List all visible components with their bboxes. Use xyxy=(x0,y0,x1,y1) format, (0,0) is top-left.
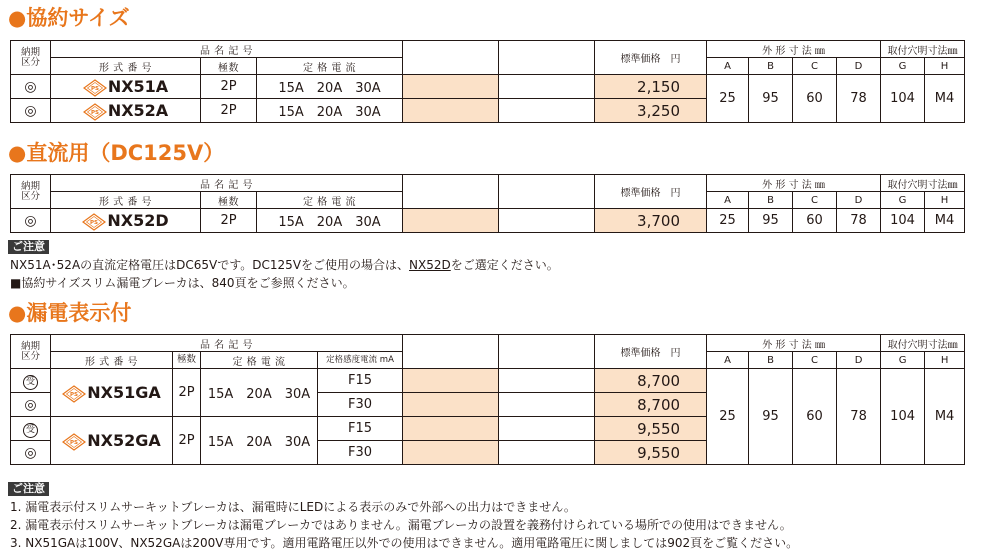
dim-b-value: 95 xyxy=(749,369,793,465)
price: 8,700 xyxy=(595,393,707,417)
ps-e-diamond-icon xyxy=(62,388,86,400)
note-line: ■協約サイズスリム漏電ブレーカは、840頁をご参照ください。 xyxy=(10,276,355,290)
poles: 2P xyxy=(201,75,257,99)
dim-g-value: 104 xyxy=(881,209,925,233)
header-dim-d: D xyxy=(837,58,881,75)
blank-cell xyxy=(499,369,595,393)
blank-col-1 xyxy=(403,335,499,369)
header-dim-a: A xyxy=(707,352,749,369)
table-row xyxy=(11,369,965,393)
price: 3,700 xyxy=(595,209,707,233)
header-dim-c: C xyxy=(793,192,837,209)
ps-e-diamond-icon xyxy=(83,82,107,94)
blank-cell xyxy=(403,441,499,465)
table-row xyxy=(11,209,965,233)
header-dim-h: H xyxy=(925,192,965,209)
section-title-kyoyaku: ●協約サイズ xyxy=(8,6,130,30)
blank-col-2 xyxy=(499,175,595,209)
currents: 15A 20A 30A xyxy=(257,99,403,123)
header-gaikei: 外 形 寸 法 ㎜ xyxy=(707,335,881,352)
dim-d-value: 78 xyxy=(837,75,881,123)
delivery-mark: ◎ xyxy=(11,209,51,233)
dim-b-value: 95 xyxy=(749,209,793,233)
note-line: 1. 漏電表示付スリムサーキットブレーカは、漏電時にLEDによる表示のみで外部への出力はできません。 xyxy=(10,500,576,514)
poles: 2P xyxy=(173,417,201,465)
sensitivity: F15 xyxy=(318,417,403,441)
table-kyoyaku xyxy=(10,40,965,123)
header-dim-d: D xyxy=(837,352,881,369)
note-tag: ご注意 xyxy=(8,482,49,496)
note-tag: ご注意 xyxy=(8,240,49,254)
header-dim-b: B xyxy=(749,192,793,209)
blank-cell xyxy=(403,209,499,233)
header-toritsuke: 取付穴明寸法㎜ xyxy=(881,41,965,58)
table-dc xyxy=(10,174,965,233)
header-dim-g: G xyxy=(881,352,925,369)
note-line: 3. NX51GAは100V、NX52GAは200V専用です。適用電路電圧以外での使用はできません。適用電路電圧に関しましては902頁をご覧ください。 xyxy=(10,536,799,550)
header-kyokusu: 極数 xyxy=(201,192,257,209)
table-leak xyxy=(10,334,965,465)
delivery-mark: 受 xyxy=(11,369,51,393)
header-kyokusu: 極数 xyxy=(201,58,257,75)
dim-h-value: M4 xyxy=(925,209,965,233)
header-toritsuke: 取付穴明寸法㎜ xyxy=(881,175,965,192)
dim-a-value: 25 xyxy=(707,369,749,465)
dim-h-value: M4 xyxy=(925,75,965,123)
header-hinmei-kigo: 品 名 記 号 xyxy=(51,335,403,352)
section-title-dc: ●直流用（DC125V） xyxy=(8,141,225,165)
delivery-mark: 受 xyxy=(11,417,51,441)
blank-col-1 xyxy=(403,175,499,209)
dim-d-value: 78 xyxy=(837,369,881,465)
blank-cell xyxy=(403,393,499,417)
header-keishiki: 形 式 番 号 xyxy=(51,58,201,75)
price: 9,550 xyxy=(595,441,707,465)
header-dim-h: H xyxy=(925,58,965,75)
header-dim-b: B xyxy=(749,352,793,369)
header-keishiki: 形 式 番 号 xyxy=(51,352,173,369)
ps-e-diamond-icon xyxy=(82,216,106,228)
blank-cell xyxy=(403,99,499,123)
delivery-mark: ◎ xyxy=(11,75,51,99)
header-gaikei: 外 形 寸 法 ㎜ xyxy=(707,175,881,192)
header-price: 標準価格 円 xyxy=(595,41,707,75)
dim-g-value: 104 xyxy=(881,369,925,465)
dim-a-value: 25 xyxy=(707,75,749,123)
poles: 2P xyxy=(173,369,201,417)
product-name: PS NX52D xyxy=(51,209,201,233)
header-price: 標準価格 円 xyxy=(595,335,707,369)
note-line: 2. 漏電表示付スリムサーキットブレーカは漏電ブレーカではありません。漏電ブレーカの設置を義務付けられている場所での使用はできません。 xyxy=(10,518,792,532)
header-toritsuke: 取付穴明寸法㎜ xyxy=(881,335,965,352)
svg-text:PS: PS xyxy=(90,219,99,226)
svg-text:PS: PS xyxy=(90,85,99,92)
delivery-mark: ◎ xyxy=(11,393,51,417)
ps-e-diamond-icon xyxy=(83,106,107,118)
header-dim-c: C xyxy=(793,58,837,75)
currents: 15A 20A 30A xyxy=(257,209,403,233)
header-kyokusu: 極数 xyxy=(173,352,201,369)
svg-text:PS: PS xyxy=(70,391,79,398)
dim-a-value: 25 xyxy=(707,209,749,233)
delivery-mark: ◎ xyxy=(11,99,51,123)
blank-cell xyxy=(499,75,595,99)
product-name: PS NX52A xyxy=(51,99,201,123)
header-nouki-kubun: 納期 区分 xyxy=(11,41,51,75)
currents: 15A 20A 30A xyxy=(201,417,318,465)
header-teikaku: 定 格 電 流 xyxy=(201,352,318,369)
price: 3,250 xyxy=(595,99,707,123)
poles: 2P xyxy=(201,209,257,233)
currents: 15A 20A 30A xyxy=(257,75,403,99)
currents: 15A 20A 30A xyxy=(201,369,318,417)
dim-h-value: M4 xyxy=(925,369,965,465)
sensitivity: F30 xyxy=(318,393,403,417)
header-dim-g: G xyxy=(881,58,925,75)
header-hinmei-kigo: 品 名 記 号 xyxy=(51,41,403,58)
sensitivity: F15 xyxy=(318,369,403,393)
blank-cell xyxy=(499,99,595,123)
header-dim-a: A xyxy=(707,192,749,209)
blank-col-2 xyxy=(499,41,595,75)
dim-c-value: 60 xyxy=(793,369,837,465)
nx52d-link[interactable]: NX52D xyxy=(409,258,451,272)
delivery-mark: ◎ xyxy=(11,441,51,465)
header-price: 標準価格 円 xyxy=(595,175,707,209)
price: 8,700 xyxy=(595,369,707,393)
blank-col-2 xyxy=(499,335,595,369)
blank-cell xyxy=(499,441,595,465)
note-line: NX51A･52Aの直流定格電圧はDC65Vです。DC125Vをご使用の場合は、NX52Dをご選定ください。 xyxy=(10,258,559,272)
svg-text:PS: PS xyxy=(90,109,99,116)
price: 2,150 xyxy=(595,75,707,99)
blank-col-1 xyxy=(403,41,499,75)
blank-cell xyxy=(499,209,595,233)
sensitivity: F30 xyxy=(318,441,403,465)
product-name: PS NX51A xyxy=(51,75,201,99)
header-dim-h: H xyxy=(925,352,965,369)
header-nouki-kubun: 納期 区分 xyxy=(11,175,51,209)
dim-c-value: 60 xyxy=(793,209,837,233)
blank-cell xyxy=(403,75,499,99)
dim-c-value: 60 xyxy=(793,75,837,123)
header-kando: 定格感度電流 mA xyxy=(318,352,403,369)
dim-d-value: 78 xyxy=(837,209,881,233)
blank-cell xyxy=(403,417,499,441)
header-gaikei: 外 形 寸 法 ㎜ xyxy=(707,41,881,58)
product-name: PS NX52GA xyxy=(51,417,173,465)
dim-b-value: 95 xyxy=(749,75,793,123)
header-dim-g: G xyxy=(881,192,925,209)
ps-e-diamond-icon xyxy=(62,436,86,448)
header-nouki-kubun: 納期 区分 xyxy=(11,335,51,369)
product-name: PS NX51GA xyxy=(51,369,173,417)
header-keishiki: 形 式 番 号 xyxy=(51,192,201,209)
header-dim-b: B xyxy=(749,58,793,75)
price: 9,550 xyxy=(595,417,707,441)
table-row xyxy=(11,75,965,99)
poles: 2P xyxy=(201,99,257,123)
svg-text:PS: PS xyxy=(70,439,79,446)
blank-cell xyxy=(499,417,595,441)
header-hinmei-kigo: 品 名 記 号 xyxy=(51,175,403,192)
section-title-leak: ●漏電表示付 xyxy=(8,301,132,325)
header-dim-a: A xyxy=(707,58,749,75)
dim-g-value: 104 xyxy=(881,75,925,123)
header-teikaku: 定 格 電 流 xyxy=(257,58,403,75)
header-teikaku: 定 格 電 流 xyxy=(257,192,403,209)
blank-cell xyxy=(403,369,499,393)
header-dim-d: D xyxy=(837,192,881,209)
header-dim-c: C xyxy=(793,352,837,369)
blank-cell xyxy=(499,393,595,417)
